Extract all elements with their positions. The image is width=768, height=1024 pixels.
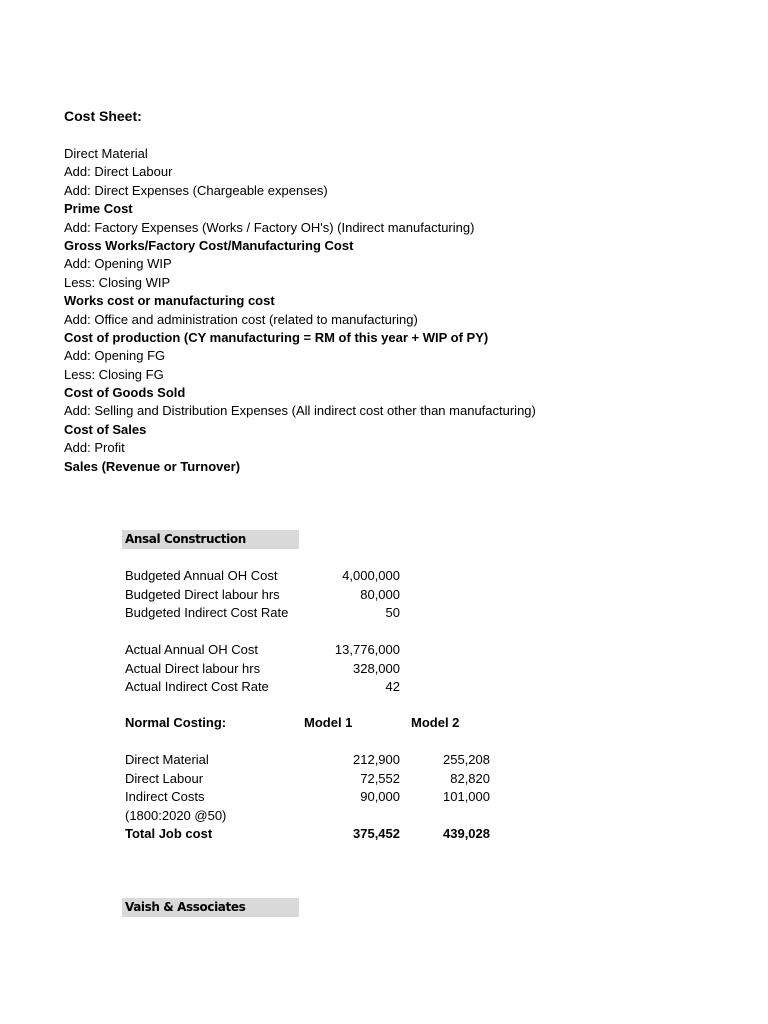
model-1-header: Model 1	[304, 715, 353, 730]
model-1-value: 375,452	[353, 826, 400, 841]
cost-sheet-line: Works cost or manufacturing cost	[64, 293, 275, 309]
actual-labour-hrs-row	[0, 660, 768, 678]
row-label: Actual Direct labour hrs	[125, 660, 261, 676]
cost-sheet-line: Add: Profit	[64, 440, 125, 456]
cost-sheet-line: Add: Factory Expenses (Works / Factory OH's) (Indirect manufacturing)	[64, 219, 475, 235]
row-value: 328,000	[353, 660, 400, 676]
cost-sheet-line: Add: Selling and Distribution Expenses (All indirect cost other than manufacturing)	[64, 403, 536, 419]
cost-sheet-line: Cost of Goods Sold	[64, 385, 186, 401]
row-label: Direct Labour	[125, 770, 204, 786]
cost-sheet-line: Add: Office and administration cost (related to manufacturing)	[64, 311, 418, 327]
cost-sheet-line: Add: Direct Labour	[64, 164, 173, 180]
vaish-associates-header: Vaish & Associates	[122, 898, 299, 917]
row-value: 42	[385, 679, 400, 694]
model-2-value: 439,028	[443, 826, 490, 841]
row-label: Budgeted Indirect Cost Rate	[125, 605, 289, 620]
normal-costing-header-row	[0, 714, 768, 732]
actual-rate-row	[0, 678, 768, 696]
cost-sheet-line: Less: Closing WIP	[64, 274, 171, 290]
cost-sheet-line: Direct Material	[64, 146, 148, 161]
cost-sheet-line: Add: Direct Expenses (Chargeable expenses)	[64, 182, 328, 198]
row-label: Direct Material	[125, 752, 209, 767]
direct-material-row	[0, 751, 768, 769]
cost-sheet-title: Cost Sheet:	[64, 108, 142, 124]
row-label: Budgeted Direct labour hrs	[125, 586, 280, 602]
total-job-cost-row	[0, 825, 768, 843]
row-value: 4,000,000	[342, 568, 400, 583]
indirect-costs-note-row	[0, 807, 768, 825]
cost-sheet-line: Sales (Revenue or Turnover)	[64, 458, 241, 474]
direct-labour-row	[0, 770, 768, 788]
cost-sheet-line: Less: Closing FG	[64, 366, 164, 382]
actual-oh-cost-row	[0, 641, 768, 659]
row-value: 13,776,000	[334, 642, 400, 657]
cost-sheet-line: Cost of production (CY manufacturing = RM of this year + WIP of PY)	[64, 329, 489, 345]
cost-sheet-list	[64, 145, 754, 476]
row-label: Indirect Costs	[125, 789, 205, 804]
model-2-header: Model 2	[411, 715, 460, 730]
cost-sheet-line: Gross Works/Factory Cost/Manufacturing Cost	[64, 237, 354, 253]
budgeted-oh-cost-row	[0, 567, 768, 585]
budgeted-labour-hrs-row	[0, 586, 768, 604]
row-label: (1800:2020 @50)	[125, 807, 227, 823]
cost-sheet-line: Add: Opening WIP	[64, 256, 172, 272]
model-2-value: 255,208	[443, 752, 490, 767]
row-label: Budgeted Annual OH Cost	[125, 568, 278, 583]
cost-sheet-line: Prime Cost	[64, 201, 133, 217]
row-value: 80,000	[360, 586, 400, 602]
cost-sheet-line: Add: Opening FG	[64, 348, 166, 364]
cost-sheet-line: Cost of Sales	[64, 421, 147, 437]
row-label: Actual Indirect Cost Rate	[125, 679, 269, 694]
model-1-value: 212,900	[353, 752, 400, 767]
ansal-construction-header: Ansal Construction	[122, 530, 299, 549]
indirect-costs-row	[0, 788, 768, 806]
model-2-value: 82,820	[450, 770, 490, 786]
normal-costing-label: Normal Costing:	[125, 715, 227, 730]
budgeted-rate-row	[0, 604, 768, 622]
model-1-value: 72,552	[360, 770, 400, 786]
row-value: 50	[385, 605, 400, 620]
model-1-value: 90,000	[360, 789, 400, 804]
model-2-value: 101,000	[443, 789, 490, 804]
row-label: Actual Annual OH Cost	[125, 642, 258, 657]
row-label: Total Job cost	[125, 826, 213, 841]
